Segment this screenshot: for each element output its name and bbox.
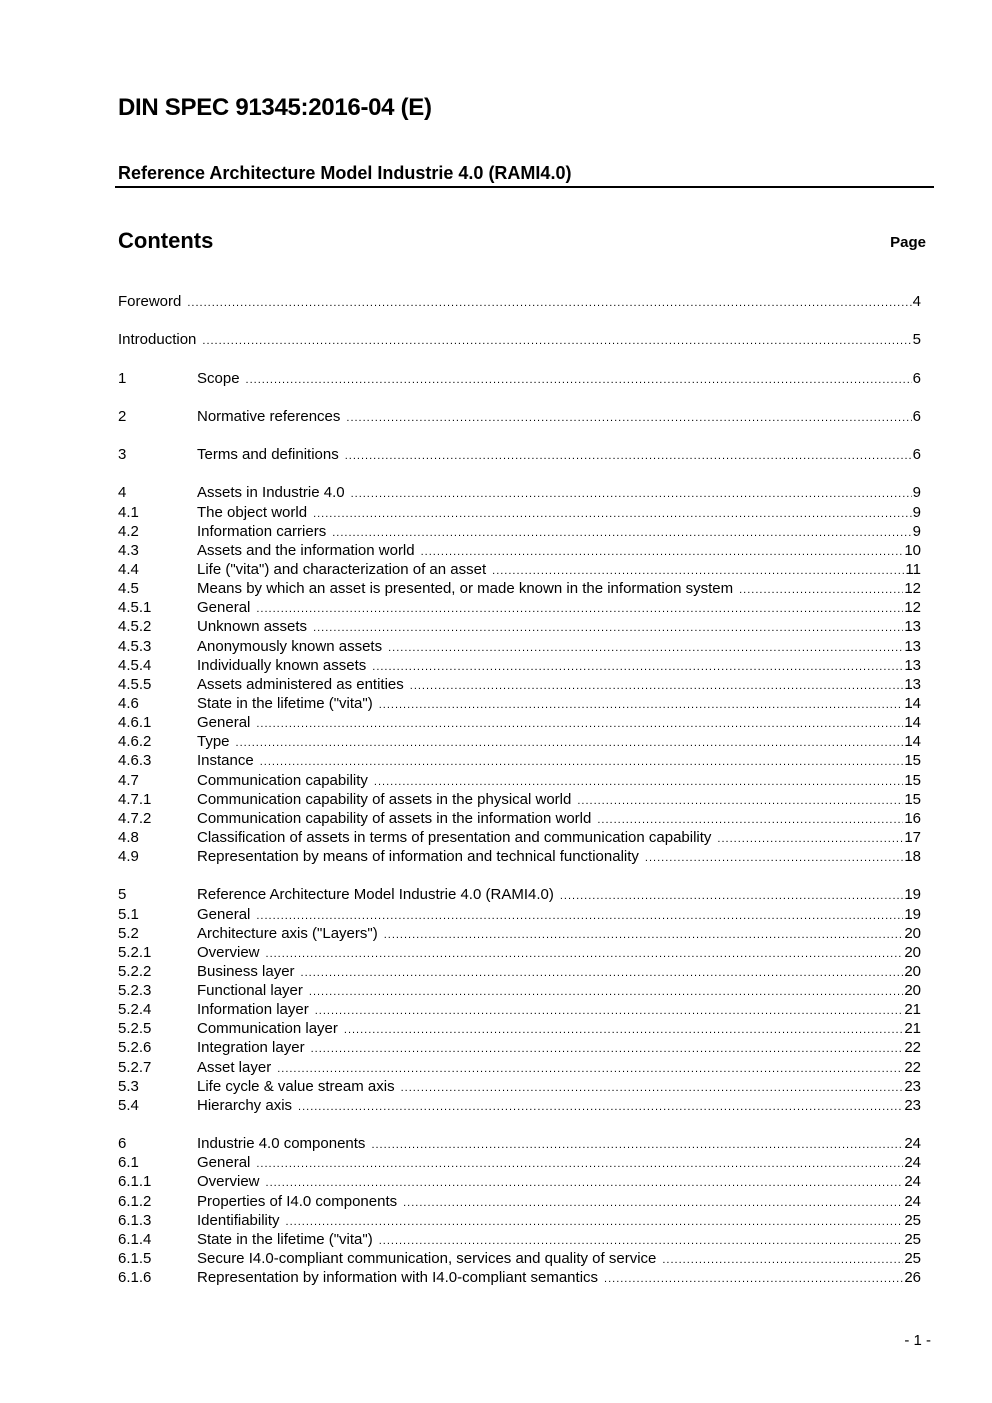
toc-entry-page: 6 [912, 407, 921, 425]
toc-dot-leader [260, 753, 904, 770]
toc-entry-title: Normative references [197, 407, 341, 425]
toc-entry[interactable] [118, 560, 921, 579]
toc-entry-page: 21 [904, 1020, 921, 1038]
toc-dot-leader [645, 849, 903, 866]
toc-entry-page: 6 [912, 446, 921, 464]
toc-entry-number: 6.1.5 [118, 1250, 152, 1268]
toc-dot-leader [256, 600, 903, 617]
toc-dot-leader [577, 792, 903, 809]
toc-entry-title: Introduction [118, 331, 197, 349]
document-title: DIN SPEC 91345:2016-04 (E) [118, 94, 432, 121]
toc-dot-leader [313, 505, 912, 522]
toc-dot-leader [345, 447, 912, 464]
toc-entry-number: 4 [118, 484, 127, 502]
toc-entry-number: 4.5.4 [118, 656, 152, 674]
toc-entry-page: 23 [904, 1096, 921, 1114]
toc-entry[interactable] [118, 1096, 921, 1115]
toc-entry[interactable] [118, 369, 921, 388]
toc-entry-number: 4.5.5 [118, 675, 152, 693]
toc-entry[interactable] [118, 924, 921, 943]
toc-dot-leader [374, 773, 903, 790]
toc-entry[interactable] [118, 1134, 921, 1153]
toc-dot-leader [236, 734, 904, 751]
toc-entry-title: Means by which an asset is presented, or made known in the information system [197, 580, 734, 598]
toc-entry-number: 5.2.5 [118, 1020, 152, 1038]
toc-entry[interactable] [118, 1038, 921, 1057]
toc-entry-number: 4.5.3 [118, 637, 152, 655]
toc-entry[interactable] [118, 1019, 921, 1038]
toc-entry[interactable] [118, 1153, 921, 1172]
toc-entry-page: 4 [912, 293, 921, 310]
toc-entry-page: 16 [904, 809, 921, 827]
toc-entry-number: 6.1.4 [118, 1230, 152, 1248]
toc-entry-title: Communication capability of assets in the physical world [197, 790, 572, 808]
toc-entry[interactable] [118, 1211, 921, 1230]
toc-entry-title: Business layer [197, 962, 295, 980]
toc-entry-page: 12 [904, 599, 921, 617]
toc-entry[interactable] [118, 1249, 921, 1268]
toc-dot-leader [379, 1232, 904, 1249]
toc-entry[interactable] [118, 1172, 921, 1191]
toc-entry[interactable] [118, 675, 921, 694]
toc-dot-leader [202, 332, 911, 349]
toc-entry-page: 10 [904, 541, 921, 559]
toc-dot-leader [256, 1155, 903, 1172]
toc-entry[interactable] [118, 445, 921, 464]
document-subtitle: Reference Architecture Model Industrie 4.0 (RAMI4.0) [118, 163, 572, 183]
toc-entry-page: 25 [904, 1250, 921, 1268]
toc-entry[interactable] [118, 790, 921, 809]
toc-dot-leader [277, 1060, 903, 1077]
toc-entry-number: 4.3 [118, 541, 139, 559]
toc-entry-page: 19 [904, 905, 921, 923]
toc-dot-leader [351, 485, 912, 502]
toc-entry-title: Unknown assets [197, 618, 308, 636]
toc-entry-page: 14 [904, 714, 921, 732]
toc-entry-number: 6 [118, 1135, 127, 1153]
toc-entry-number: 2 [118, 407, 127, 425]
toc-entry-page: 20 [904, 962, 921, 980]
toc-entry-number: 4.6.3 [118, 752, 152, 770]
toc-entry[interactable] [118, 503, 921, 522]
toc-dot-leader [379, 696, 904, 713]
toc-entry-title: Overview [197, 943, 260, 961]
toc-entry-title: Representation by means of information and technical functionality [197, 848, 639, 866]
toc-entry-page: 25 [904, 1230, 921, 1248]
toc-entry-title: Assets in Industrie 4.0 [197, 484, 345, 502]
title-divider [115, 186, 934, 188]
toc-entry[interactable] [118, 962, 921, 981]
toc-dot-leader [187, 294, 911, 311]
toc-entry-title: Assets and the information world [197, 541, 415, 559]
toc-entry-title: Scope [197, 369, 240, 387]
toc-entry-page: 15 [904, 771, 921, 789]
toc-entry-title: Life ("vita") and characterization of an asset [197, 560, 487, 578]
toc-entry-page: 26 [904, 1269, 921, 1287]
toc-entry-page: 24 [904, 1135, 921, 1153]
toc-entry-page: 9 [912, 484, 921, 502]
toc-entry-page: 15 [904, 752, 921, 770]
toc-entry-number: 6.1.2 [118, 1192, 152, 1210]
toc-entry-title: Communication capability of assets in the information world [197, 809, 592, 827]
toc-dot-leader [309, 983, 903, 1000]
toc-entry[interactable] [118, 407, 921, 426]
toc-entry[interactable] [118, 713, 921, 732]
toc-entry-number: 6.1.6 [118, 1269, 152, 1287]
toc-entry[interactable] [118, 1058, 921, 1077]
toc-dot-leader [311, 1040, 904, 1057]
toc-entry-title: Communication capability [197, 771, 368, 789]
toc-dot-leader [421, 543, 904, 560]
toc-entry-number: 5.2.6 [118, 1039, 152, 1057]
toc-entry-number: 4.9 [118, 848, 139, 866]
toc-entry[interactable] [118, 847, 921, 866]
toc-dot-leader [298, 1098, 903, 1115]
toc-entry-title: Instance [197, 752, 254, 770]
toc-entry-title: State in the lifetime ("vita") [197, 1230, 373, 1248]
toc-entry-number: 4.6.1 [118, 714, 152, 732]
toc-entry-title: Asset layer [197, 1058, 272, 1076]
toc-entry-number: 5.2.3 [118, 982, 152, 1000]
toc-entry-title: Communication layer [197, 1020, 338, 1038]
toc-entry-title: Information carriers [197, 522, 327, 540]
toc-entry-title: Assets administered as entities [197, 675, 404, 693]
toc-entry-page: 20 [904, 943, 921, 961]
toc-entry-title: Reference Architecture Model Industrie 4.0 (RAMI4.0) [197, 886, 554, 904]
toc-entry-number: 4.5 [118, 580, 139, 598]
table-of-contents [118, 292, 921, 1287]
toc-entry[interactable] [118, 617, 921, 636]
toc-entry-title: Hierarchy axis [197, 1096, 293, 1114]
toc-entry-number: 5.2.4 [118, 1001, 152, 1019]
toc-entry[interactable] [118, 828, 921, 847]
toc-dot-leader [401, 1079, 904, 1096]
toc-entry-title: General [197, 714, 251, 732]
toc-entry-page: 13 [904, 618, 921, 636]
toc-entry-title: General [197, 1154, 251, 1172]
toc-dot-leader [286, 1213, 904, 1230]
toc-dot-leader [739, 581, 903, 598]
toc-dot-leader [256, 907, 903, 924]
toc-entry-number: 4.7.2 [118, 809, 152, 827]
toc-entry-title: State in the lifetime ("vita") [197, 694, 373, 712]
toc-entry-page: 9 [912, 522, 921, 540]
toc-entry-title: Overview [197, 1173, 260, 1191]
toc-dot-leader [388, 639, 903, 656]
toc-entry-title: Terms and definitions [197, 446, 339, 464]
toc-entry-number: 4.7 [118, 771, 139, 789]
toc-entry-page: 20 [904, 982, 921, 1000]
toc-entry[interactable] [118, 292, 921, 311]
toc-entry-number: 5.3 [118, 1077, 139, 1095]
toc-entry-page: 15 [904, 790, 921, 808]
toc-entry-page: 13 [904, 656, 921, 674]
contents-heading: Contents [118, 228, 214, 253]
toc-entry-number: 4.4 [118, 560, 139, 578]
toc-entry-page: 5 [912, 331, 921, 349]
toc-entry-number: 4.6 [118, 694, 139, 712]
toc-entry[interactable] [118, 637, 921, 656]
toc-entry[interactable] [118, 1000, 921, 1019]
toc-entry-number: 5.4 [118, 1096, 139, 1114]
toc-entry-title: The object world [197, 503, 308, 521]
toc-entry-page: 24 [904, 1173, 921, 1191]
toc-entry-number: 5.2 [118, 924, 139, 942]
toc-dot-leader [301, 964, 904, 981]
toc-entry-number: 5.1 [118, 905, 139, 923]
toc-entry[interactable] [118, 732, 921, 751]
toc-dot-leader [597, 811, 903, 828]
toc-entry[interactable] [118, 541, 921, 560]
toc-entry[interactable] [118, 1268, 921, 1287]
toc-entry[interactable] [118, 1077, 921, 1096]
toc-entry-page: 12 [904, 580, 921, 598]
toc-entry[interactable] [118, 483, 921, 502]
toc-entry[interactable] [118, 809, 921, 828]
toc-entry-number: 6.1.1 [118, 1173, 152, 1191]
toc-entry[interactable] [118, 522, 921, 541]
toc-entry-title: Foreword [118, 293, 182, 310]
toc-dot-leader [662, 1251, 903, 1268]
toc-entry-title: Anonymously known assets [197, 637, 383, 655]
toc-dot-leader [266, 1174, 904, 1191]
toc-entry-page: 13 [904, 637, 921, 655]
toc-dot-leader [410, 677, 904, 694]
toc-entry[interactable] [118, 330, 921, 349]
toc-entry[interactable] [118, 943, 921, 962]
toc-entry-title: Industrie 4.0 components [197, 1135, 366, 1153]
toc-entry-page: 18 [904, 848, 921, 866]
toc-entry[interactable] [118, 981, 921, 1000]
toc-entry[interactable] [118, 598, 921, 617]
toc-entry[interactable] [118, 694, 921, 713]
toc-entry-page: 11 [905, 560, 921, 578]
toc-dot-leader [560, 887, 903, 904]
toc-entry-title: Life cycle & value stream axis [197, 1077, 395, 1095]
toc-entry-number: 4.5.1 [118, 599, 152, 617]
toc-entry-title: Properties of I4.0 components [197, 1192, 398, 1210]
toc-entry-number: 5 [118, 886, 127, 904]
toc-dot-leader [372, 658, 903, 675]
toc-entry[interactable] [118, 1192, 921, 1211]
toc-dot-leader [403, 1194, 903, 1211]
toc-entry[interactable] [118, 771, 921, 790]
toc-dot-leader [371, 1136, 903, 1153]
toc-entry-number: 6.1.3 [118, 1211, 152, 1229]
toc-dot-leader [313, 619, 903, 636]
toc-dot-leader [315, 1002, 904, 1019]
page-column-heading: Page [890, 234, 926, 251]
toc-entry-title: Secure I4.0-compliant communication, services and quality of service [197, 1250, 657, 1268]
toc-entry-number: 4.7.1 [118, 790, 152, 808]
toc-entry-page: 22 [904, 1039, 921, 1057]
toc-dot-leader [384, 926, 904, 943]
toc-dot-leader [256, 715, 903, 732]
toc-entry-page: 6 [912, 369, 921, 387]
toc-dot-leader [266, 945, 904, 962]
toc-entry-page: 14 [904, 694, 921, 712]
toc-entry-number: 5.2.2 [118, 962, 152, 980]
toc-entry-page: 13 [904, 675, 921, 693]
toc-entry-title: Architecture axis ("Layers") [197, 924, 378, 942]
toc-entry-number: 4.8 [118, 828, 139, 846]
toc-dot-leader [344, 1021, 903, 1038]
toc-entry-page: 17 [904, 828, 921, 846]
toc-entry-title: Classification of assets in terms of presentation and communication capability [197, 828, 712, 846]
toc-entry-number: 4.2 [118, 522, 139, 540]
toc-entry[interactable] [118, 1230, 921, 1249]
toc-dot-leader [492, 562, 904, 579]
page-number: - 1 - [904, 1332, 931, 1349]
toc-entry-number: 4.6.2 [118, 733, 152, 751]
toc-entry-page: 9 [912, 503, 921, 521]
toc-entry-title: Information layer [197, 1001, 309, 1019]
toc-entry-page: 19 [904, 886, 921, 904]
toc-entry-title: General [197, 599, 251, 617]
toc-dot-leader [717, 830, 903, 847]
toc-entry-page: 25 [904, 1211, 921, 1229]
toc-entry-number: 1 [118, 369, 127, 387]
toc-entry-page: 23 [904, 1077, 921, 1095]
toc-entry-number: 5.2.1 [118, 943, 152, 961]
toc-dot-leader [604, 1270, 903, 1287]
toc-entry[interactable] [118, 885, 921, 904]
toc-entry-number: 6.1 [118, 1154, 139, 1172]
toc-entry-title: Individually known assets [197, 656, 367, 674]
toc-dot-leader [332, 524, 911, 541]
toc-entry-page: 24 [904, 1192, 921, 1210]
toc-entry-number: 5.2.7 [118, 1058, 152, 1076]
toc-entry-title: Identifiability [197, 1211, 280, 1229]
toc-entry-page: 24 [904, 1154, 921, 1172]
toc-entry-title: Integration layer [197, 1039, 305, 1057]
toc-entry-title: General [197, 905, 251, 923]
toc-entry-title: Type [197, 733, 230, 751]
toc-entry[interactable] [118, 656, 921, 675]
toc-entry-number: 4.1 [118, 503, 139, 521]
toc-entry-title: Functional layer [197, 982, 303, 1000]
toc-entry-page: 20 [904, 924, 921, 942]
toc-entry[interactable] [118, 905, 921, 924]
toc-entry[interactable] [118, 751, 921, 770]
toc-dot-leader [346, 409, 911, 426]
toc-entry-title: Representation by information with I4.0-compliant semantics [197, 1269, 599, 1287]
toc-dot-leader [246, 371, 912, 388]
toc-entry[interactable] [118, 579, 921, 598]
toc-entry-page: 14 [904, 733, 921, 751]
toc-entry-number: 3 [118, 446, 127, 464]
toc-entry-page: 21 [904, 1001, 921, 1019]
toc-entry-number: 4.5.2 [118, 618, 152, 636]
toc-entry-page: 22 [904, 1058, 921, 1076]
